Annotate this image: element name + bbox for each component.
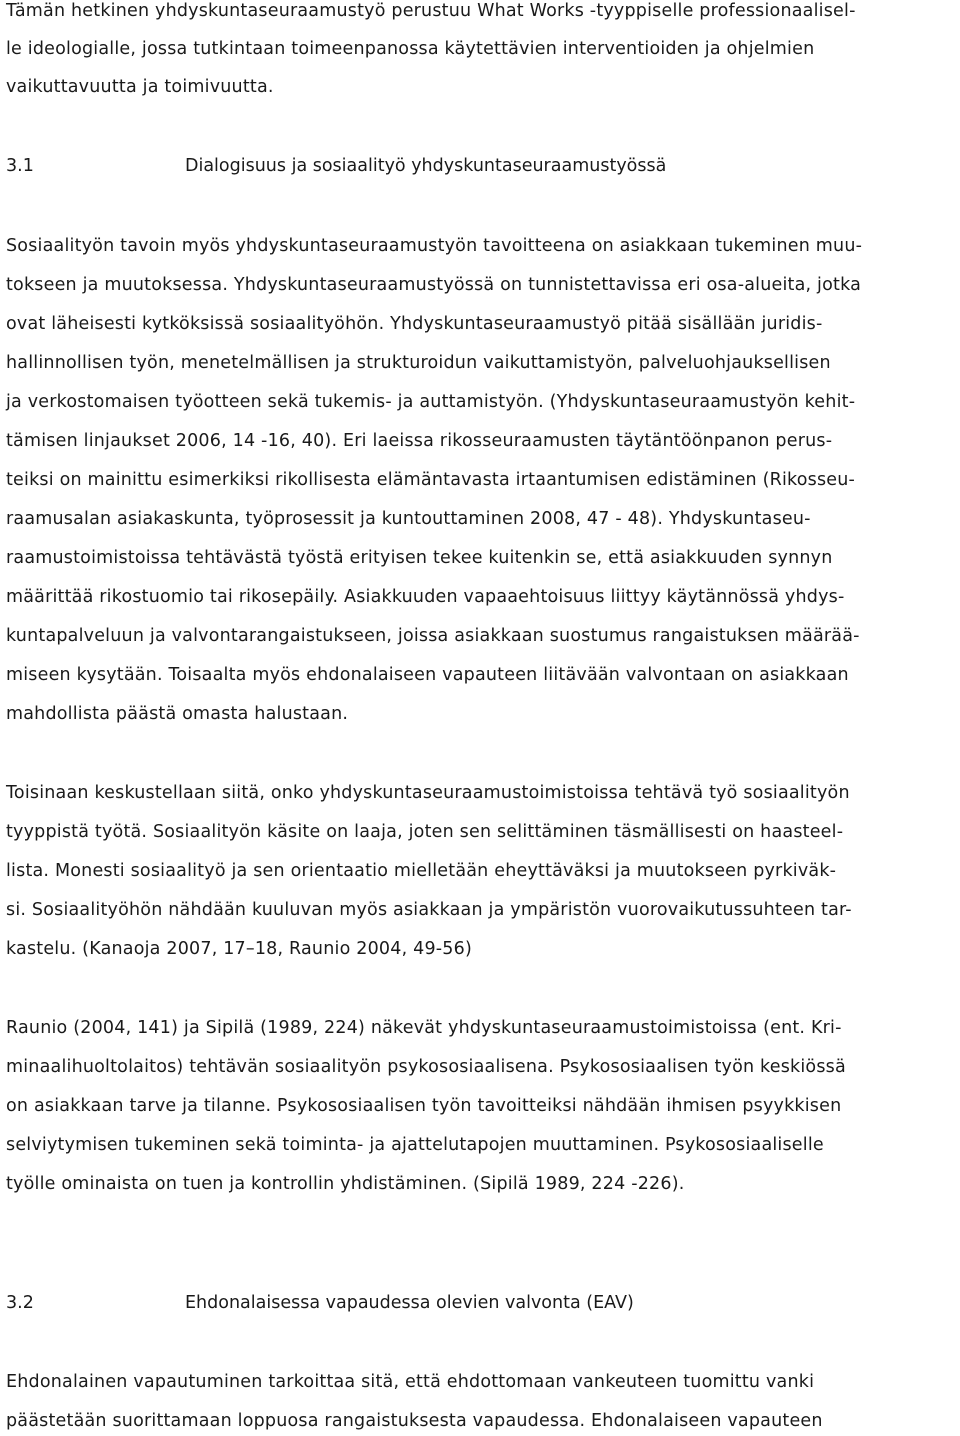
text-line: määrittää rikostuomio tai rikosepäily. Asiakkuuden vapaaehtoisuus liittyy käytännössä yhdys-: [6, 587, 845, 607]
text-line: Sosiaalityön tavoin myös yhdyskuntaseuraamustyön tavoitteena on asiakkaan tukeminen muu-: [6, 236, 863, 256]
text-line: Raunio (2004, 141) ja Sipilä (1989, 224) näkevät yhdyskuntaseuraamustoimistoissa (ent. Kri-: [6, 1018, 842, 1038]
text-line: työlle ominaista on tuen ja kontrollin yhdistäminen. (Sipilä 1989, 224 -226).: [6, 1174, 685, 1194]
text-line: le ideologialle, jossa tutkintaan toimeenpanossa käytettävien interventioiden ja ohjelmien: [6, 39, 815, 59]
text-line: lista. Monesti sosiaalityö ja sen orientaatio mielletään eheyttäväksi ja muutokseen pyrkiväk-: [6, 861, 837, 881]
section-number: 3.2: [6, 1293, 34, 1313]
text-line: selviytymisen tukeminen sekä toiminta- ja ajattelutapojen muuttaminen. Psykososiaaliselle: [6, 1135, 824, 1155]
text-line: mahdollista päästä omasta halustaan.: [6, 704, 349, 724]
text-line: Toisinaan keskustellaan siitä, onko yhdyskuntaseuraamustoimistoissa tehtävä työ sosiaalityön: [6, 783, 850, 803]
text-line: vaikuttavuutta ja toimivuutta.: [6, 77, 274, 97]
text-line: ovat läheisesti kytköksissä sosiaalityöhön. Yhdyskuntaseuraamustyö pitää sisällään juridis-: [6, 314, 823, 334]
text-line: si. Sosiaalityöhön nähdään kuuluvan myös asiakkaan ja ympäristön vuorovaikutussuhteen tar-: [6, 900, 852, 920]
text-line: kuntapalveluun ja valvontarangaistukseen, joissa asiakkaan suostumus rangaistuksen määrää-: [6, 626, 860, 646]
section-title: Ehdonalaisessa vapaudessa olevien valvonta (EAV): [185, 1293, 634, 1313]
text-line: Tämän hetkinen yhdyskuntaseuraamustyö perustuu What Works -tyyppiselle professionaalisel-: [6, 1, 856, 21]
text-line: tokseen ja muutoksessa. Yhdyskuntaseuraamustyössä on tunnistettavissa eri osa-alueita, jotka: [6, 275, 862, 295]
text-line: on asiakkaan tarve ja tilanne. Psykososiaalisen työn tavoitteiksi nähdään ihmisen psyykkisen: [6, 1096, 842, 1116]
text-line: tyyppistä työtä. Sosiaalityön käsite on laaja, joten sen selittäminen täsmällisesti on haasteel-: [6, 822, 844, 842]
text-line: raamustoimistoissa tehtävästä työstä erityisen tekee kuitenkin se, että asiakkuuden synnyn: [6, 548, 833, 568]
section-title: Dialogisuus ja sosiaalityö yhdyskuntaseuraamustyössä: [185, 156, 667, 176]
text-line: hallinnollisen työn, menetelmällisen ja strukturoidun vaikuttamistyön, palveluohjauksellisen: [6, 353, 831, 373]
text-line: miseen kysytään. Toisaalta myös ehdonalaiseen vapauteen liitävään valvontaan on asiakkaan: [6, 665, 849, 685]
text-line: kastelu. (Kanaoja 2007, 17–18, Raunio 2004, 49-56): [6, 939, 472, 959]
text-line: ja verkostomaisen työotteen sekä tukemis- ja auttamistyön. (Yhdyskuntaseuraamustyön kehit-: [6, 392, 856, 412]
text-line: minaalihuoltolaitos) tehtävän sosiaalityön psykososiaalisena. Psykososiaalisen työn keskiössä: [6, 1057, 846, 1077]
section-number: 3.1: [6, 156, 34, 176]
text-line: teiksi on mainittu esimerkiksi rikollisesta elämäntavasta irtaantumisen edistäminen (Rikosseu-: [6, 470, 856, 490]
text-line: Ehdonalainen vapautuminen tarkoittaa sitä, että ehdottomaan vankeuteen tuomittu vanki: [6, 1372, 815, 1392]
text-line: päästetään suorittamaan loppuosa rangaistuksesta vapaudessa. Ehdonalaiseen vapauteen: [6, 1411, 823, 1431]
text-line: raamusalan asiakaskunta, työprosessit ja kuntouttaminen 2008, 47 - 48). Yhdyskuntaseu-: [6, 509, 811, 529]
text-line: tämisen linjaukset 2006, 14 -16, 40). Eri laeissa rikosseuraamusten täytäntöönpanon perus-: [6, 431, 833, 451]
